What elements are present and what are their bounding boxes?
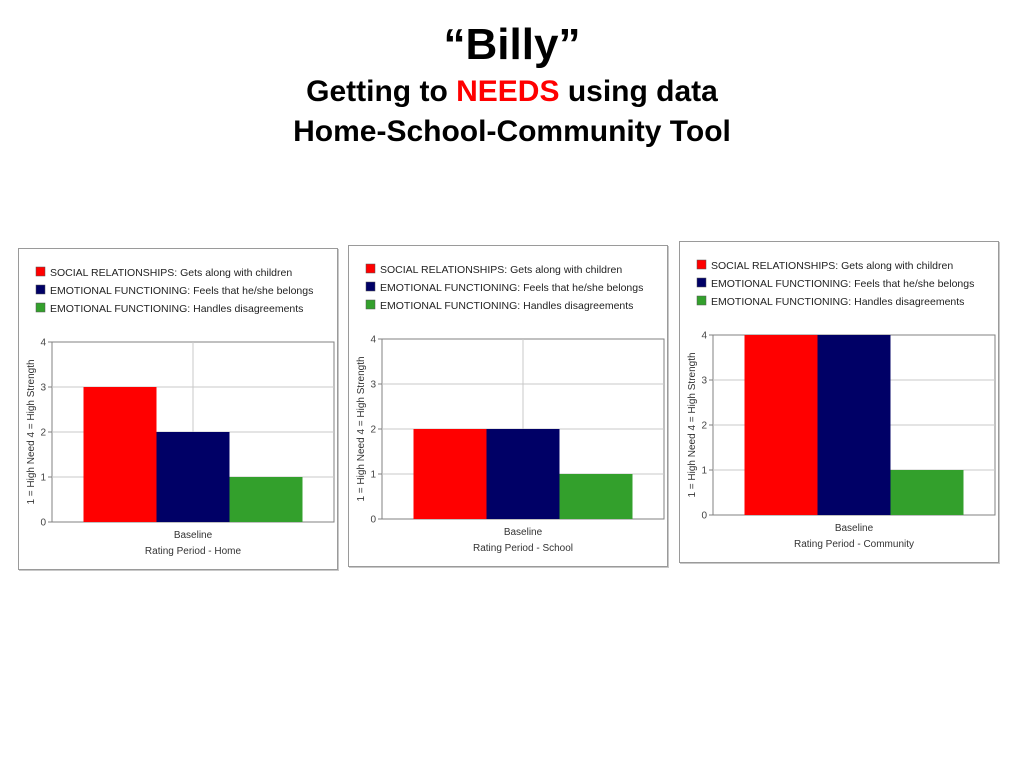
chart-school	[349, 246, 667, 566]
y-tick-label: 1	[40, 472, 46, 484]
bar	[84, 387, 157, 522]
y-tick-label: 4	[40, 337, 46, 349]
y-tick-label: 0	[701, 510, 707, 522]
slide-subtitle	[0, 72, 1024, 112]
bar	[230, 477, 303, 522]
slide-subtitle-tool: Home-School-Community Tool	[293, 115, 731, 148]
subtitle-text-after: using data	[559, 75, 718, 108]
y-tick-label: 2	[40, 427, 46, 439]
legend-swatch	[697, 260, 706, 269]
y-tick-label: 4	[370, 334, 376, 346]
y-tick-label: 3	[701, 375, 707, 387]
chart-panel-community	[679, 241, 999, 563]
y-axis-title: 1 = High Need 4 = High Strength	[356, 356, 367, 502]
bar	[745, 335, 818, 515]
chart-panel-home	[18, 248, 338, 570]
y-axis-title: 1 = High Need 4 = High Strength	[687, 352, 698, 498]
legend-label: EMOTIONAL FUNCTIONING: Handles disagreements	[380, 300, 634, 312]
legend-label: SOCIAL RELATIONSHIPS: Gets along with children	[50, 267, 293, 279]
bar	[487, 429, 560, 519]
legend-swatch	[36, 267, 45, 276]
bar	[560, 474, 633, 519]
bar	[818, 335, 891, 515]
legend-label: EMOTIONAL FUNCTIONING: Handles disagreements	[711, 296, 965, 308]
y-tick-label: 1	[370, 469, 376, 481]
y-tick-label: 2	[701, 420, 707, 432]
legend-label: SOCIAL RELATIONSHIPS: Gets along with children	[711, 260, 954, 272]
subtitle-highlight: NEEDS	[456, 75, 560, 108]
legend-swatch	[366, 282, 375, 291]
legend-swatch	[697, 278, 706, 287]
legend-swatch	[36, 285, 45, 294]
y-tick-label: 3	[40, 382, 46, 394]
x-axis-title: Rating Period - School	[472, 543, 574, 554]
legend-label: EMOTIONAL FUNCTIONING: Feels that he/she belongs	[50, 285, 314, 297]
y-tick-label: 0	[40, 517, 46, 529]
chart-panel-school	[348, 245, 668, 567]
legend-swatch	[366, 300, 375, 309]
y-tick-label: 3	[370, 379, 376, 391]
slide-title: “Billy”	[443, 20, 581, 69]
legend-label: EMOTIONAL FUNCTIONING: Feels that he/she belongs	[711, 278, 975, 290]
x-tick-label: Baseline	[503, 527, 543, 538]
subtitle-text-before: Getting to	[306, 75, 457, 108]
slide-title-block	[0, 18, 1024, 152]
legend-swatch	[366, 264, 375, 273]
x-axis-title: Rating Period - Community	[793, 539, 915, 550]
x-axis-title: Rating Period - Home	[144, 546, 242, 557]
y-tick-label: 1	[701, 465, 707, 477]
bar	[414, 429, 487, 519]
bar	[157, 432, 230, 522]
x-tick-label: Baseline	[173, 530, 213, 541]
y-axis-title: 1 = High Need 4 = High Strength	[26, 359, 37, 505]
y-tick-label: 0	[370, 514, 376, 526]
legend-swatch	[36, 303, 45, 312]
legend-label: EMOTIONAL FUNCTIONING: Feels that he/she belongs	[380, 282, 644, 294]
legend-swatch	[697, 296, 706, 305]
y-tick-label: 2	[370, 424, 376, 436]
legend-label: SOCIAL RELATIONSHIPS: Gets along with children	[380, 264, 623, 276]
chart-home	[19, 249, 337, 569]
bar	[891, 470, 964, 515]
y-tick-label: 4	[701, 330, 707, 342]
x-tick-label: Baseline	[834, 523, 874, 534]
chart-community	[680, 242, 998, 562]
legend-label: EMOTIONAL FUNCTIONING: Handles disagreements	[50, 303, 304, 315]
